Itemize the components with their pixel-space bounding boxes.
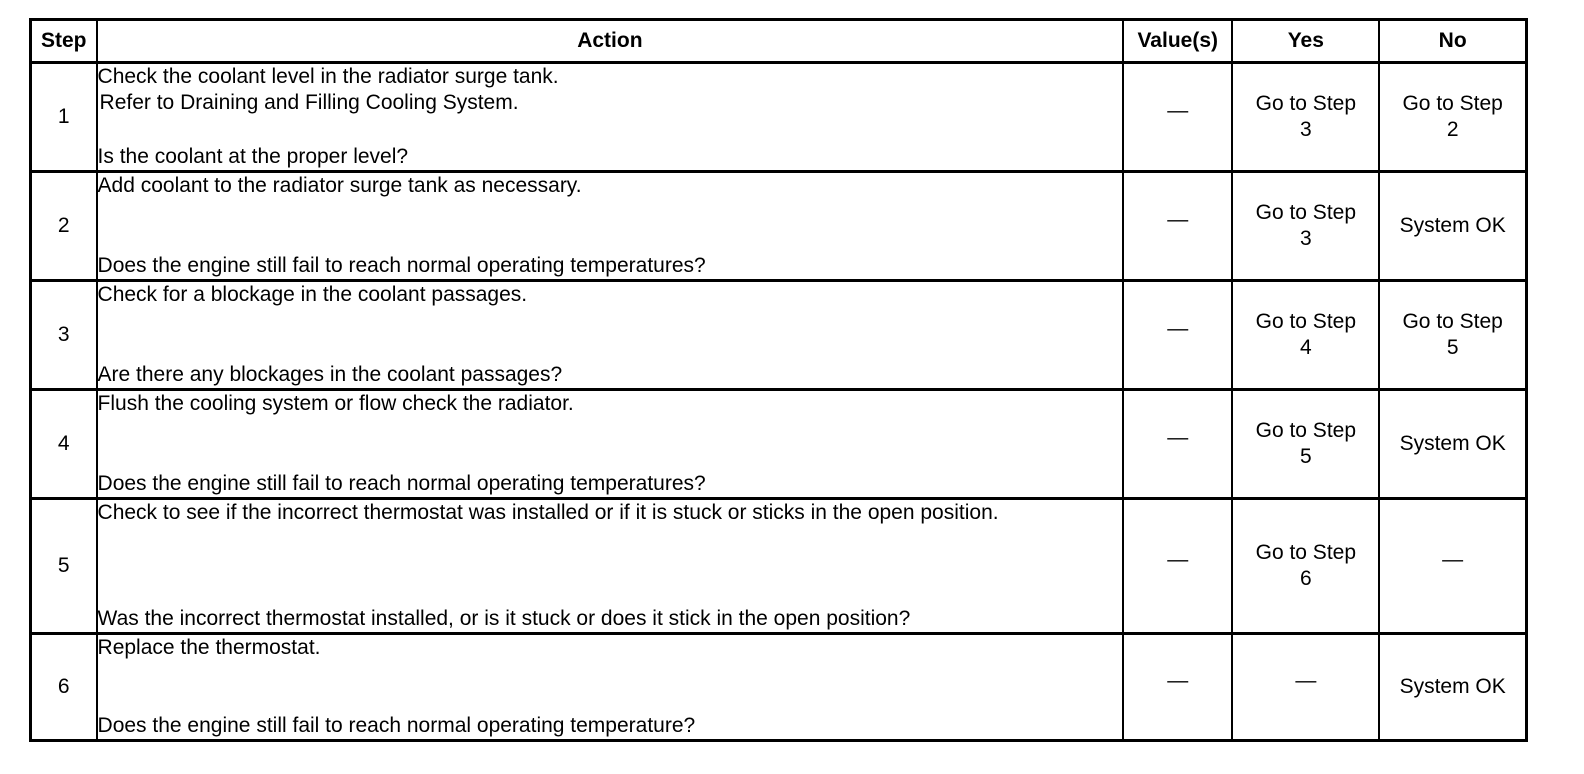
action-cell (97, 281, 1124, 390)
action-question: Does the engine still fail to reach normal operating temperatures? (97, 472, 706, 495)
no-cell[interactable] (1379, 63, 1526, 172)
table-header-row (31, 20, 1527, 63)
table-row (31, 390, 1527, 499)
action-reference-link[interactable]: Refer to Draining and Filling Cooling System. (99, 91, 519, 114)
table-row (31, 634, 1527, 741)
action-question: Does the engine still fail to reach normal operating temperatures? (97, 254, 706, 277)
no-result-label: System OK (1399, 432, 1506, 455)
header-values: Value(s) (1123, 20, 1232, 63)
header-no: No (1379, 20, 1526, 63)
yes-goto-label: Go to Step (1255, 92, 1357, 115)
action-question: Was the incorrect thermostat installed, or is it stuck or does it stick in the open position? (97, 607, 911, 630)
value-cell: — (1123, 634, 1232, 741)
value-cell: — (1123, 63, 1232, 172)
value-cell: — (1123, 390, 1232, 499)
yes-goto-step: 4 (1299, 336, 1312, 359)
yes-cell[interactable] (1232, 63, 1379, 172)
yes-goto-label: Go to Step (1255, 310, 1357, 333)
no-goto-step: 5 (1446, 336, 1459, 359)
action-cell (97, 634, 1124, 741)
yes-goto-step: 5 (1299, 445, 1312, 468)
yes-empty-dash: — (1295, 669, 1317, 692)
no-cell[interactable] (1379, 281, 1526, 390)
yes-goto-label: Go to Step (1255, 419, 1357, 442)
action-cell (97, 172, 1124, 281)
table-row (31, 63, 1527, 172)
no-result-label: System OK (1399, 214, 1506, 237)
table-row (31, 281, 1527, 390)
step-number: 1 (31, 63, 97, 172)
action-instruction: Add coolant to the radiator surge tank as necessary. (97, 174, 582, 197)
yes-goto-step: 6 (1299, 567, 1312, 590)
action-question: Are there any blockages in the coolant passages? (97, 363, 563, 386)
header-action: Action (97, 20, 1124, 63)
action-question: Is the coolant at the proper level? (97, 145, 409, 168)
no-cell[interactable] (1379, 172, 1526, 281)
no-goto-label: Go to Step (1402, 310, 1503, 333)
diagnostic-table (29, 18, 1528, 742)
no-cell (1379, 499, 1526, 634)
yes-cell[interactable] (1232, 281, 1379, 390)
yes-goto-label: Go to Step (1255, 541, 1357, 564)
yes-cell (1232, 634, 1379, 741)
header-step: Step (31, 20, 97, 63)
header-yes: Yes (1232, 20, 1379, 63)
no-goto-label: Go to Step (1402, 92, 1503, 115)
yes-goto-step: 3 (1299, 227, 1312, 250)
no-cell[interactable] (1379, 634, 1526, 741)
action-question: Does the engine still fail to reach normal operating temperature? (97, 714, 696, 737)
value-cell: — (1123, 281, 1232, 390)
action-instruction: Check to see if the incorrect thermostat was installed or if it is stuck or sticks in the open position. (97, 501, 999, 524)
table-row (31, 499, 1527, 634)
yes-cell[interactable] (1232, 499, 1379, 634)
value-cell: — (1123, 499, 1232, 634)
no-empty-dash: — (1442, 548, 1464, 571)
action-cell (97, 499, 1124, 634)
action-instruction: Flush the cooling system or flow check the radiator. (97, 392, 574, 415)
value-cell: — (1123, 172, 1232, 281)
yes-goto-step: 3 (1299, 118, 1312, 141)
step-number: 6 (31, 634, 97, 741)
step-number: 3 (31, 281, 97, 390)
step-number: 2 (31, 172, 97, 281)
no-result-label: System OK (1399, 675, 1506, 698)
yes-goto-label: Go to Step (1255, 201, 1357, 224)
step-number: 4 (31, 390, 97, 499)
yes-cell[interactable] (1232, 390, 1379, 499)
action-instruction: Check for a blockage in the coolant passages. (97, 283, 528, 306)
table-row (31, 172, 1527, 281)
step-number: 5 (31, 499, 97, 634)
no-cell[interactable] (1379, 390, 1526, 499)
action-instruction: Replace the thermostat. (97, 636, 321, 659)
action-cell (97, 390, 1124, 499)
no-goto-step: 2 (1446, 118, 1459, 141)
action-cell (97, 63, 1124, 172)
yes-cell[interactable] (1232, 172, 1379, 281)
action-instruction: Check the coolant level in the radiator surge tank. (97, 65, 559, 88)
